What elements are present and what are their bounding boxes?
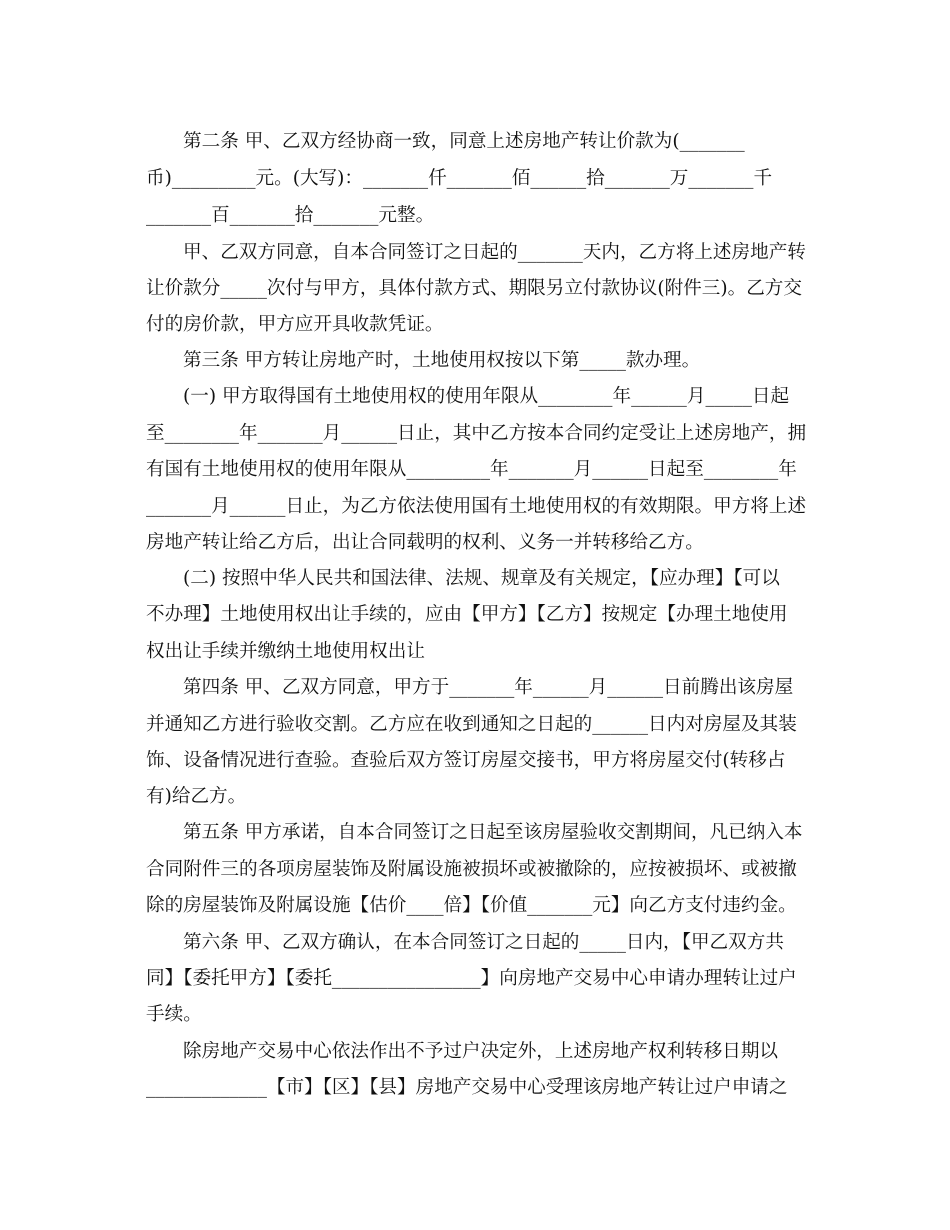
text-line: _____________【市】【区】【县】房地产交易中心受理该房地产转让过户申请之 — [146, 1077, 788, 1098]
text-line: 第四条 甲、乙双方同意，甲方于_______年______月______日前腾出该房屋 — [183, 677, 794, 698]
text-line: 权出让手续并缴纳土地使用权出让 — [146, 641, 425, 662]
text-line: (一) 甲方取得国有土地使用权的使用年限从________年______月_____日起 — [183, 386, 790, 407]
text-line: 同】【委托甲方】【委托________________】向房地产交易中心申请办理转让过户 — [146, 968, 797, 989]
text-line: 合同附件三的各项房屋装饰及附属设施被损坏或被撤除的，应按被损坏、或被撤 — [146, 859, 797, 880]
text-line: 第六条 甲、乙双方确认，在本合同签订之日起的_____日内，【甲乙双方共 — [183, 932, 784, 953]
text-line: 手续。 — [146, 1004, 202, 1025]
text-line: 让价款分_____次付与甲方，具体付款方式、期限另立付款协议(附件三)。乙方交 — [146, 278, 802, 299]
text-line: _______百_______拾_______元整。 — [146, 205, 435, 226]
text-line: 有国有土地使用权的使用年限从_________年_______月______日起至________年 — [146, 459, 797, 480]
text-line: 第二条 甲、乙双方经协商一致，同意上述房地产转让价款为(_______ — [183, 131, 745, 152]
text-line: 币)_________元。(大写)：_______仟_______佰______拾_______万_______千 — [146, 168, 773, 189]
text-line: 第三条 甲方转让房地产时，土地使用权按以下第_____款办理。 — [183, 350, 701, 371]
text-line: 甲、乙双方同意，自本合同签订之日起的_______天内，乙方将上述房地产转 — [183, 242, 806, 263]
text-line: _______月______日止，为乙方依法使用国有土地使用权的有效期限。甲方将上述 — [146, 496, 806, 517]
text-line: 付的房价款，甲方应开具收款凭证。 — [146, 314, 444, 335]
text-line: 第五条 甲方承诺，自本合同签订之日起至该房屋验收交割期间，凡已纳入本 — [183, 822, 803, 843]
text-line: 房地产转让给乙方后，出让合同载明的权利、义务一并转移给乙方。 — [146, 532, 704, 553]
text-line: 除房地产交易中心依法作出不予过户决定外，上述房地产权利转移日期以 — [183, 1041, 779, 1062]
text-line: 除的房屋装饰及附属设施【估价____倍】【价值_______元】向乙方支付违约金。 — [146, 895, 797, 916]
text-line: 不办理】土地使用权出让手续的，应由【甲方】【乙方】按规定【办理土地使用 — [146, 604, 788, 625]
text-line: (二) 按照中华人民共和国法律、法规、规章及有关规定，【应办理】【可以 — [183, 568, 780, 589]
text-line: 并通知乙方进行验收交割。乙方应在收到通知之日起的______日内对房屋及其装 — [146, 714, 797, 735]
text-line: 饰、设备情况进行查验。查验后双方签订房屋交接书，甲方将房屋交付(转移占 — [146, 750, 786, 771]
text-line: 有)给乙方。 — [146, 786, 247, 807]
text-line: 至________年_______月______日止，其中乙方按本合同约定受让上述房地产，拥 — [146, 423, 806, 444]
